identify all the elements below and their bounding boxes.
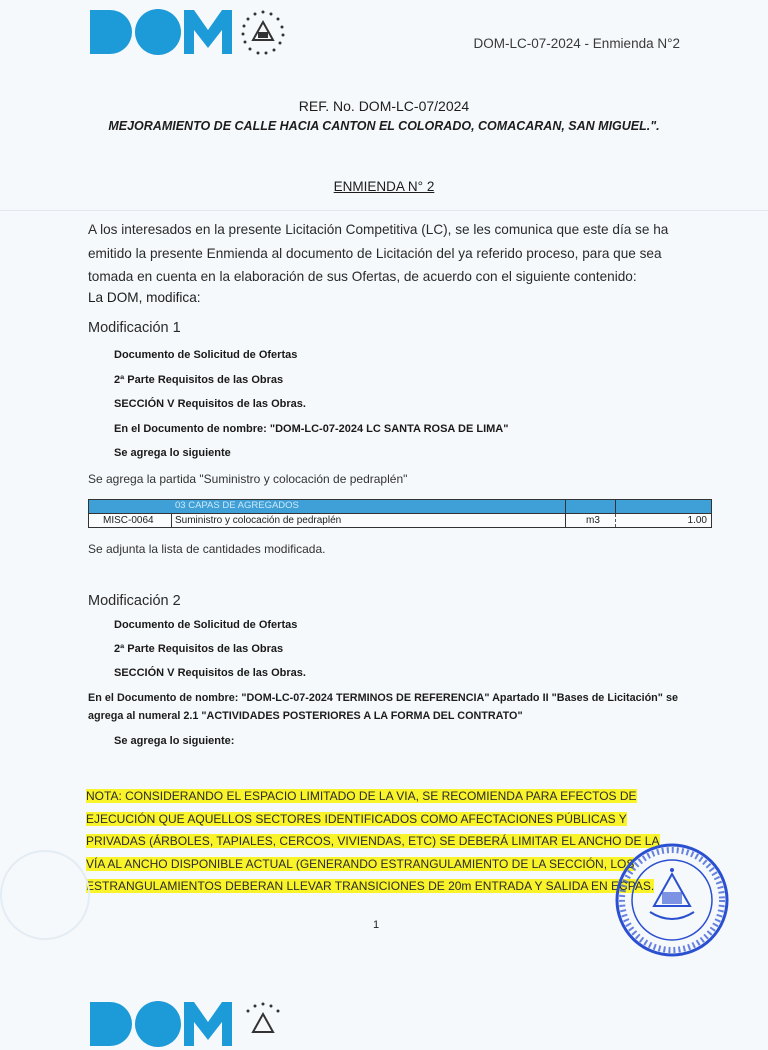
table-row: [88, 514, 712, 528]
modification-2-title: Modificación 2: [88, 593, 181, 609]
mod2-added: Se agrega lo siguiente:: [114, 735, 235, 747]
note-line: NOTA: CONSIDERANDO EL ESPACIO LIMITADO DE LA VIA, SE RECOMIENDA PARA EFECTOS DE: [86, 789, 637, 803]
intro-line: emitido la presente Enmienda al documento de Licitación del ya referido proceso, para que sea: [88, 245, 662, 261]
note-line: ESTRANGULAMIENTOS DEBERAN LLEVAR TRANSICIONES DE 20m ENTRADA Y SALIDA EN ECPAS.: [86, 879, 655, 894]
dom-logo-bottom: [88, 1000, 233, 1048]
mod1-item: SECCIÓN V Requisitos de las Obras.: [114, 398, 306, 410]
table-section-header: 03 CAPAS DE AGREGADOS: [175, 500, 299, 511]
item-code: MISC-0064: [103, 515, 154, 526]
intro-line: A los interesados en la presente Licitación Competitiva (LC), se les comunica que este día se ha: [88, 222, 669, 237]
added-item-note: Se agrega la partida "Suministro y colocación de pedraplén": [88, 472, 408, 486]
note-line: PRIVADAS (ÁRBOLES, TAPIALES, CERCOS, VIVIENDAS, ETC) SE DEBERÁ LIMITAR EL ANCHO DE LA: [86, 834, 660, 849]
intro-paragraph: [88, 218, 678, 289]
item-unit: m3: [586, 515, 600, 526]
faint-stamp: [0, 850, 90, 940]
amendment-title: ENMIENDA N° 2: [333, 179, 435, 194]
item-quantity: 1.00: [687, 515, 707, 526]
item-description: Suministro y colocación de pedraplén: [175, 515, 342, 526]
dom-modifies: La DOM, modifica:: [88, 290, 201, 305]
project-title: MEJORAMIENTO DE CALLE HACIA CANTON EL COLORADO, COMACARAN, SAN MIGUEL.".: [108, 119, 660, 133]
note-line: VÍA AL ANCHO DISPONIBLE ACTUAL (GENERANDO ESTRANGULAMIENTO DE LA SECCIÓN, LOS: [86, 856, 635, 871]
highlighted-note: [86, 785, 676, 898]
table-header-row: [88, 499, 712, 514]
dom-logo: [88, 8, 233, 56]
mod1-item: Documento de Solicitud de Ofertas: [114, 349, 298, 361]
mod1-item: Se agrega lo siguiente: [114, 447, 231, 459]
coat-of-arms-icon-bottom: [238, 1000, 288, 1050]
reference-number: REF. No. DOM-LC-07/2024: [298, 98, 470, 114]
official-stamp: [614, 842, 730, 958]
mod2-item: SECCIÓN V Requisitos de las Obras.: [114, 667, 306, 679]
note-line: EJECUCIÓN QUE AQUELLOS SECTORES IDENTIFICADOS COMO AFECTACIONES PÚBLICAS Y: [86, 811, 627, 826]
intro-line: tomada en cuenta en la elaboración de sus Ofertas, de acuerdo con el siguiente contenido:: [88, 269, 637, 284]
modification-1-title: Modificación 1: [88, 320, 181, 336]
coat-of-arms-icon: [238, 8, 288, 58]
mod1-item: 2ª Parte Requisitos de las Obras: [114, 374, 284, 386]
mod2-item: Documento de Solicitud de Ofertas: [114, 619, 298, 631]
document-reference: DOM-LC-07-2024 - Enmienda N°2: [473, 36, 680, 51]
attached-list-note: Se adjunta la lista de cantidades modificada.: [88, 542, 326, 556]
divider: [0, 210, 768, 211]
mod1-item: En el Documento de nombre: "DOM-LC-07-2024 LC SANTA ROSA DE LIMA": [114, 423, 509, 435]
mod2-paragraph: En el Documento de nombre: "DOM-LC-07-2024 TERMINOS DE REFERENCIA" Apartado II "Bases de Licitación" se agrega al numeral 2.1 "ACTIVIDADES POSTERIORES A LA FORMA DEL CONTRATO": [88, 692, 678, 722]
page-number: 1: [373, 919, 380, 931]
quantities-table: [88, 499, 712, 528]
mod2-item: 2ª Parte Requisitos de las Obras: [114, 643, 284, 655]
